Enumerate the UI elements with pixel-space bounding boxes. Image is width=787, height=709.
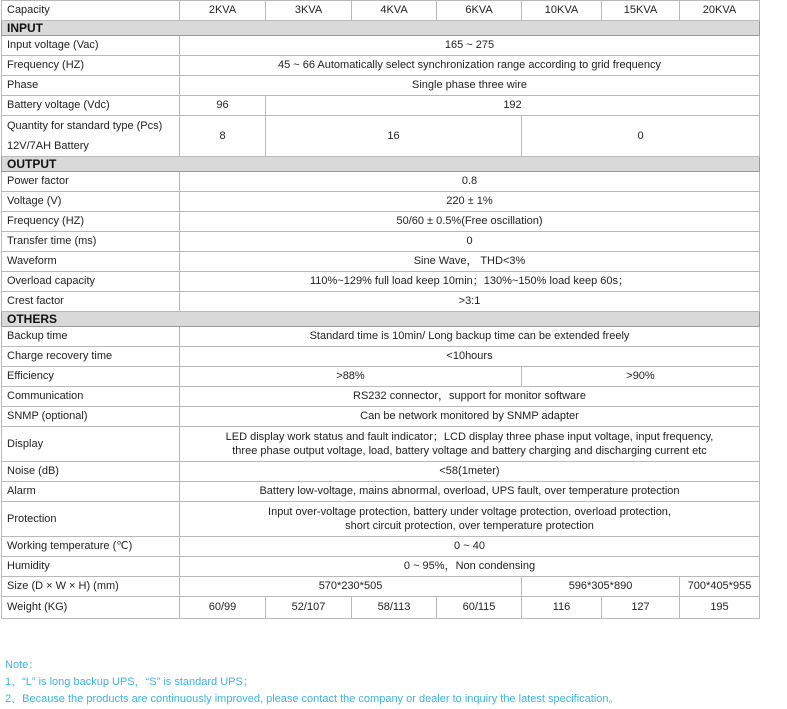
row-value (180, 502, 760, 537)
model-header: 4KVA (352, 1, 437, 21)
table-row (2, 56, 760, 76)
table-row (2, 292, 760, 312)
table-row (2, 427, 760, 462)
row-value: 96 (180, 96, 266, 116)
section-input (2, 21, 760, 36)
row-value: 110%~129% full load keep 10min；130%~150% load keep 60s； (180, 272, 760, 292)
section-others (2, 312, 760, 327)
table-row (2, 407, 760, 427)
row-value: 0 ~ 40 (180, 537, 760, 557)
model-header: 10KVA (522, 1, 602, 21)
section-title-others: OTHERS (2, 312, 760, 327)
row-label: Efficiency (2, 367, 180, 387)
section-title-output: OUTPUT (2, 157, 760, 172)
table-row (2, 76, 760, 96)
row-label-line: Quantity for standard type (Pcs) (7, 120, 163, 132)
table-row (2, 272, 760, 292)
row-label: Display (2, 427, 180, 462)
row-value: 220 ± 1% (180, 192, 760, 212)
row-value: >88% (180, 367, 522, 387)
row-value-line: Input over-voltage protection, battery under voltage protection, overload protection, (268, 506, 671, 518)
row-value: <10hours (180, 347, 760, 367)
row-label: Protection (2, 502, 180, 537)
notes (5, 657, 620, 708)
model-header: 6KVA (437, 1, 522, 21)
row-value (180, 427, 760, 462)
model-header: 3KVA (266, 1, 352, 21)
row-value: 58/113 (352, 597, 437, 619)
row-label: Frequency (HZ) (2, 56, 180, 76)
row-label-line: 12V/7AH Battery (7, 140, 89, 152)
section-output (2, 157, 760, 172)
row-label (2, 116, 180, 157)
table-row (2, 597, 760, 619)
table-row (2, 232, 760, 252)
row-label: Crest factor (2, 292, 180, 312)
row-label: Waveform (2, 252, 180, 272)
row-value: 165 ~ 275 (180, 36, 760, 56)
row-label: Power factor (2, 172, 180, 192)
row-value: 50/60 ± 0.5%(Free oscillation) (180, 212, 760, 232)
row-label: Weight (KG) (2, 597, 180, 619)
table-row (2, 557, 760, 577)
section-title-input: INPUT (2, 21, 760, 36)
table-row (2, 327, 760, 347)
spec-table (1, 0, 760, 619)
row-label: SNMP (optional) (2, 407, 180, 427)
row-value: 45 ~ 66 Automatically select synchronization range according to grid frequency (180, 56, 760, 76)
row-value: 700*405*955 (680, 577, 760, 597)
table-row (2, 367, 760, 387)
row-value: Sine Wave， THD<3% (180, 252, 760, 272)
row-value: 0 (522, 116, 760, 157)
row-value: 127 (602, 597, 680, 619)
row-value: >90% (522, 367, 760, 387)
row-label: Alarm (2, 482, 180, 502)
row-value-line: three phase output voltage, load, battery voltage and battery charging and discharging current etc (232, 445, 707, 457)
row-label: Humidity (2, 557, 180, 577)
row-label: Communication (2, 387, 180, 407)
table-row (2, 577, 760, 597)
row-label: Charge recovery time (2, 347, 180, 367)
table-row (2, 96, 760, 116)
row-value: 195 (680, 597, 760, 619)
row-value: 52/107 (266, 597, 352, 619)
row-value-line: short circuit protection, over temperature protection (345, 520, 594, 532)
row-value: 60/99 (180, 597, 266, 619)
row-label: Voltage (V) (2, 192, 180, 212)
row-label: Working temperature (℃) (2, 537, 180, 557)
table-row (2, 36, 760, 56)
row-value: 596*305*890 (522, 577, 680, 597)
table-row (2, 252, 760, 272)
row-value: 116 (522, 597, 602, 619)
row-value: 16 (266, 116, 522, 157)
row-value: 0.8 (180, 172, 760, 192)
row-value: 8 (180, 116, 266, 157)
table-row (2, 462, 760, 482)
model-header: 20KVA (680, 1, 760, 21)
model-header: 2KVA (180, 1, 266, 21)
table-row (2, 387, 760, 407)
row-value: Standard time is 10min/ Long backup time can be extended freely (180, 327, 760, 347)
note-line: 2、Because the products are continuously improved, please contact the company or dealer to inquiry the latest specification。 (5, 693, 620, 705)
row-value: 570*230*505 (180, 577, 522, 597)
row-value: 60/115 (437, 597, 522, 619)
table-row (2, 192, 760, 212)
row-label: Input voltage (Vac) (2, 36, 180, 56)
row-value: Battery low-voltage, mains abnormal, overload, UPS fault, over temperature protection (180, 482, 760, 502)
row-label: Battery voltage (Vdc) (2, 96, 180, 116)
table-row (2, 537, 760, 557)
row-label: Noise (dB) (2, 462, 180, 482)
row-label: Frequency (HZ) (2, 212, 180, 232)
row-label: Backup time (2, 327, 180, 347)
row-value-line: LED display work status and fault indicator；LCD display three phase input voltage, input frequency, (225, 431, 714, 443)
row-value: 192 (266, 96, 760, 116)
row-value: RS232 connector，support for monitor software (180, 387, 760, 407)
row-value: Single phase three wire (180, 76, 760, 96)
capacity-row (2, 1, 760, 21)
model-header: 15KVA (602, 1, 680, 21)
row-value: >3:1 (180, 292, 760, 312)
note-line: 1、“L” is long backup UPS，“S” is standard UPS； (5, 676, 254, 688)
table-row (2, 347, 760, 367)
row-value: 0 (180, 232, 760, 252)
table-row (2, 172, 760, 192)
table-row (2, 502, 760, 537)
row-value: Can be network monitored by SNMP adapter (180, 407, 760, 427)
row-value: 0 ~ 95%，Non condensing (180, 557, 760, 577)
row-label: Transfer time (ms) (2, 232, 180, 252)
table-row (2, 116, 760, 157)
row-label: Phase (2, 76, 180, 96)
row-label: Overload capacity (2, 272, 180, 292)
table-row (2, 482, 760, 502)
row-value: <58(1meter) (180, 462, 760, 482)
table-row (2, 212, 760, 232)
capacity-label: Capacity (2, 1, 180, 21)
notes-title: Note： (5, 659, 40, 671)
row-label: Size (D × W × H) (mm) (2, 577, 180, 597)
